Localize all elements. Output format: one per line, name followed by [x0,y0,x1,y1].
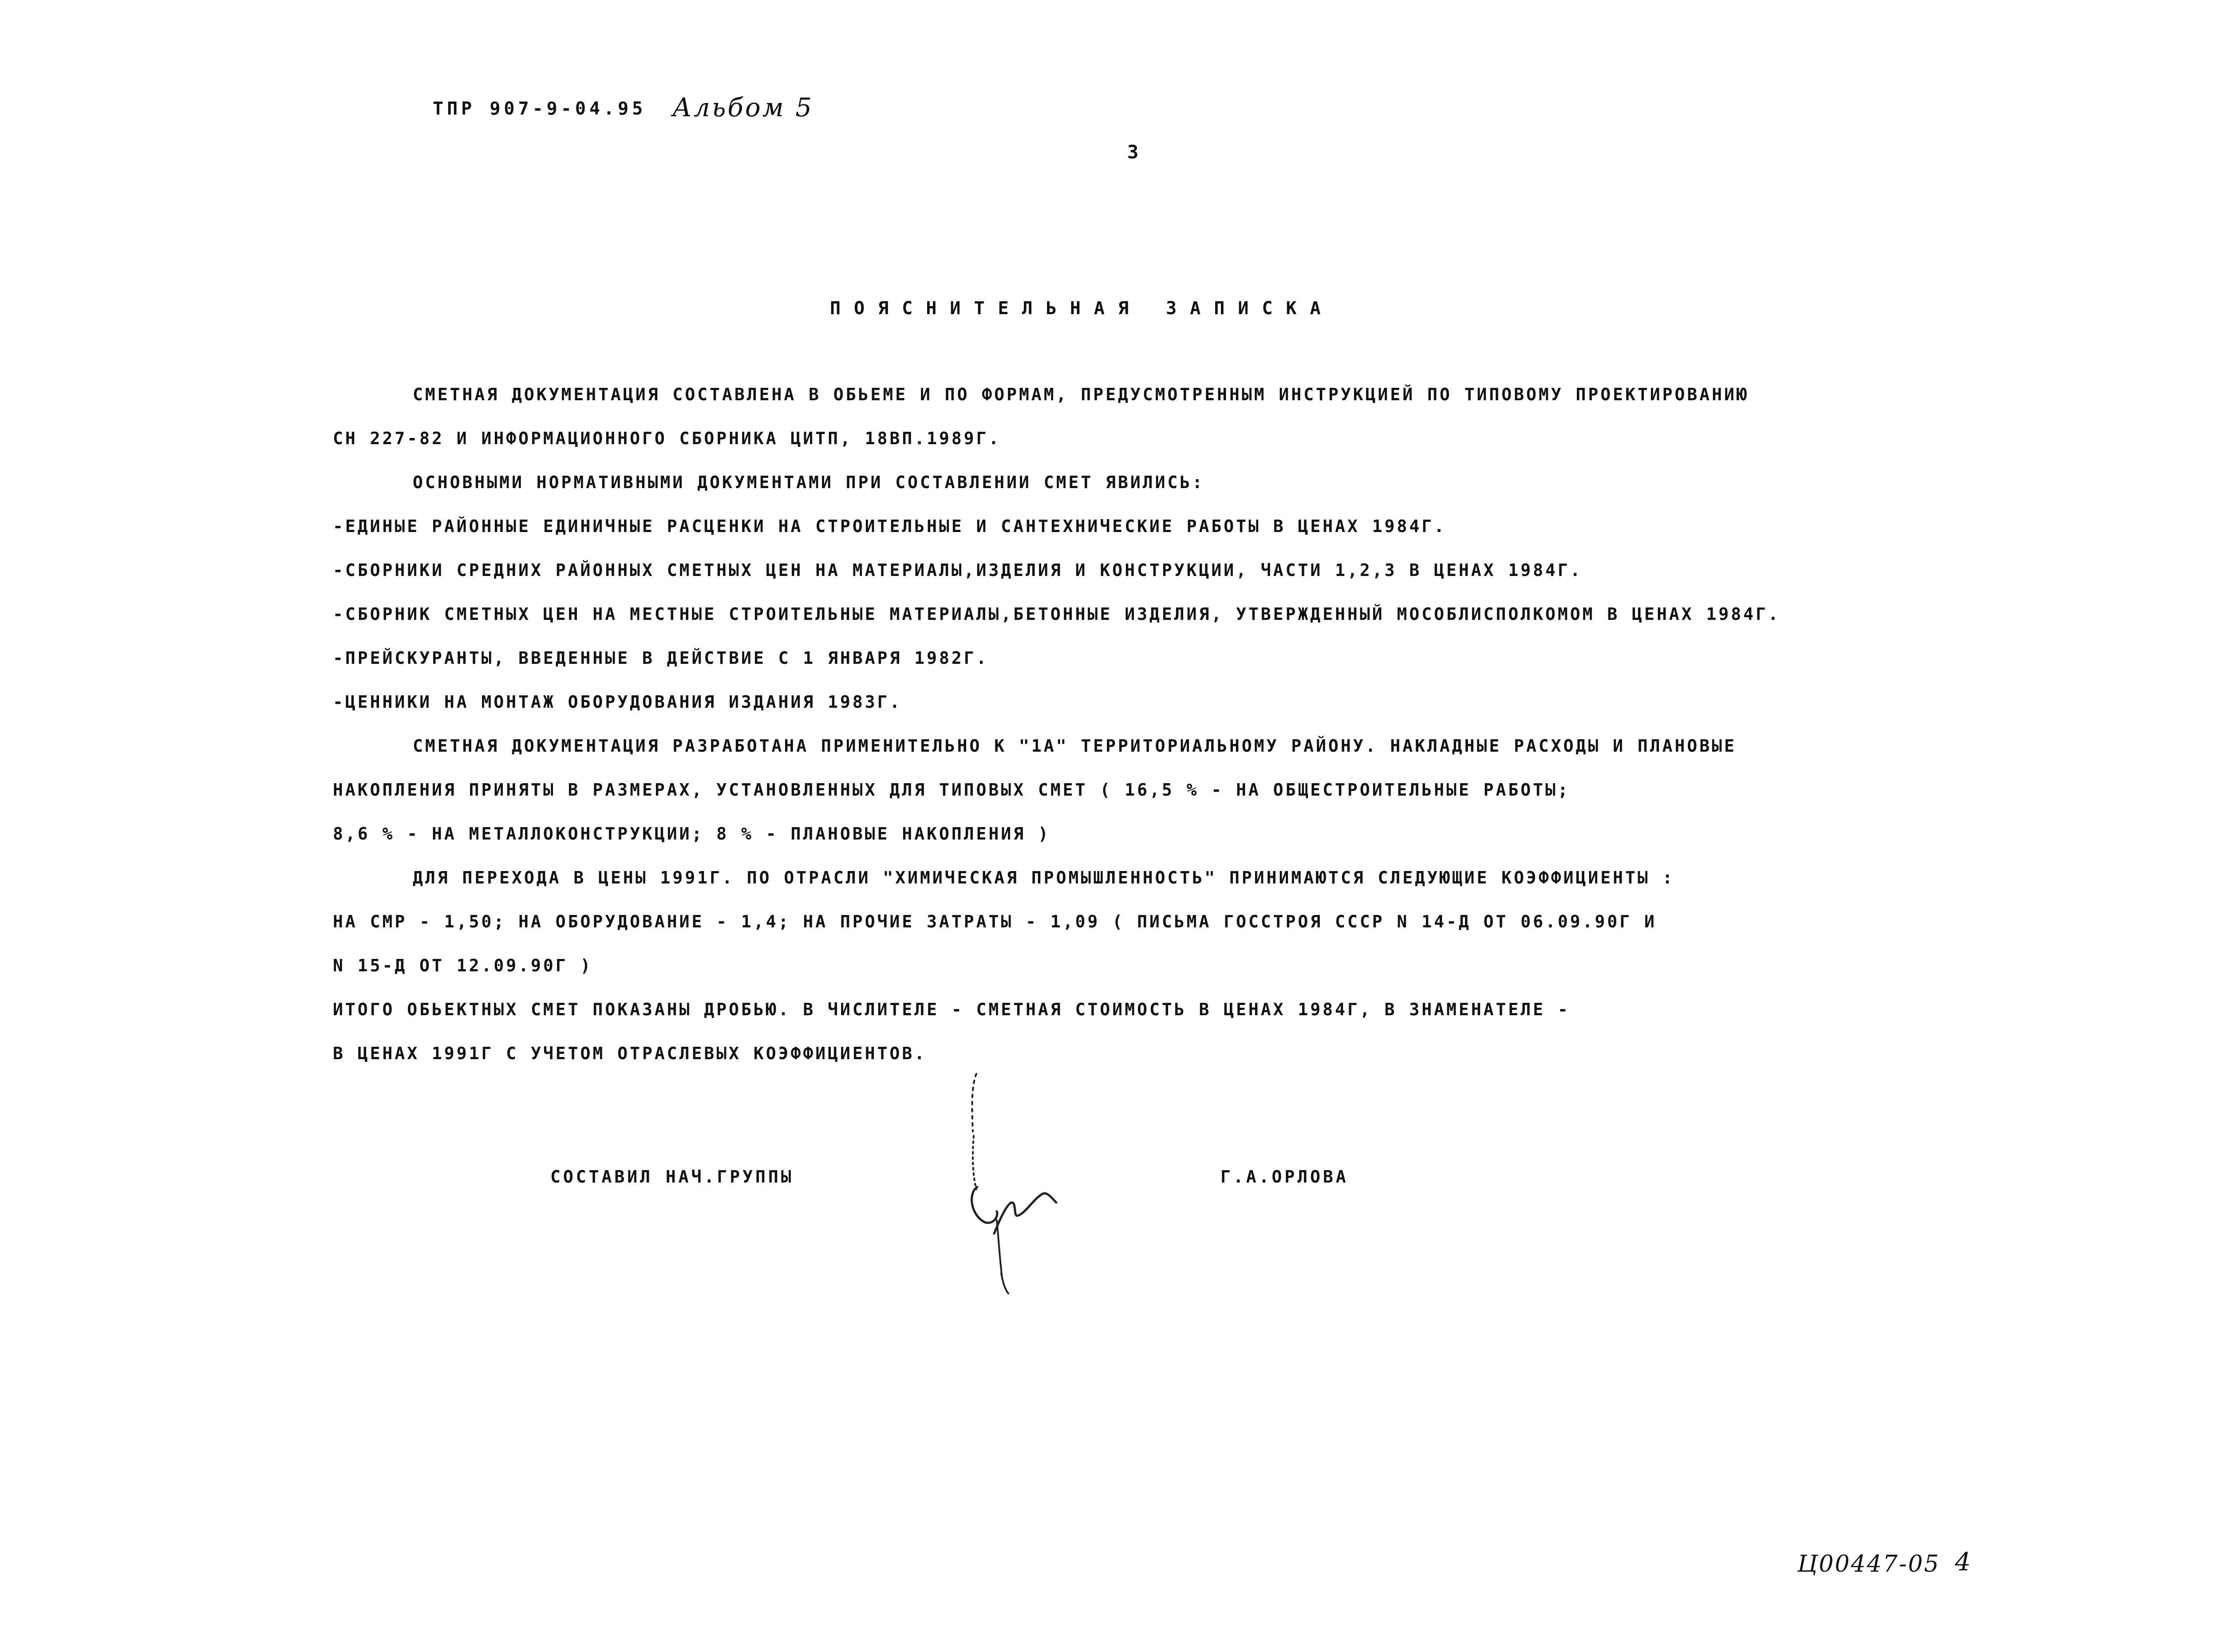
archive-sheet-number: 4 [1955,1548,1971,1577]
list-item: -ПРЕЙСКУРАНТЫ, ВВЕДЕННЫЕ В ДЕЙСТВИЕ С 1 ЯНВАРЯ 1982Г. [333,648,989,668]
paragraph-line: ИТОГО ОБЬЕКТНЫХ СМЕТ ПОКАЗАНЫ ДРОБЬЮ. В ЧИСЛИТЕЛЕ - СМЕТНАЯ СТОИМОСТЬ В ЦЕНАХ 1984Г, В ЗНАМЕНАТЕЛЕ - [333,1000,1570,1019]
paragraph-line: СМЕТНАЯ ДОКУМЕНТАЦИЯ РАЗРАБОТАНА ПРИМЕНИТЕЛЬНО К "1А" ТЕРРИТОРИАЛЬНОМУ РАЙОНУ. НАКЛАДНЫЕ РАСХОДЫ И ПЛАНОВЫЕ [413,736,1737,756]
document-title: ПОЯСНИТЕЛЬНАЯ ЗАПИСКА [830,298,1334,319]
paragraph-line: В ЦЕНАХ 1991Г С УЧЕТОМ ОТРАСЛЕВЫХ КОЭФФИЦИЕНТОВ. [333,1044,927,1063]
page-number: 3 [1127,141,1139,163]
paragraph-line: НА СМР - 1,50; НА ОБОРУДОВАНИЕ - 1,4; НА ПРОЧИЕ ЗАТРАТЫ - 1,09 ( ПИСЬМА ГОССТРОЯ СССР N 14-Д ОТ 06.09.90Г И [333,912,1657,931]
list-item: -СБОРНИКИ СРЕДНИХ РАЙОННЫХ СМЕТНЫХ ЦЕН НА МАТЕРИАЛЫ,ИЗДЕЛИЯ И КОНСТРУКЦИИ, ЧАСТИ 1,2,3 В ЦЕНАХ 1984Г. [333,560,1583,580]
document-code: ТПР 907-9-04.95 [433,99,647,119]
signer-name: Г.А.ОРЛОВА [1220,1167,1349,1187]
paragraph-line: НАКОПЛЕНИЯ ПРИНЯТЫ В РАЗМЕРАХ, УСТАНОВЛЕННЫХ ДЛЯ ТИПОВЫХ СМЕТ ( 16,5 % - НА ОБЩЕСТРОИТЕЛЬНЫЕ РАБОТЫ; [333,780,1570,800]
list-item: -ЦЕННИКИ НА МОНТАЖ ОБОРУДОВАНИЯ ИЗДАНИЯ 1983Г. [333,692,902,712]
album-note: Альбом 5 [672,92,814,122]
paragraph-line: N 15-Д ОТ 12.09.90Г ) [333,956,593,975]
explanatory-note-body [333,373,2197,1076]
paragraph-line: ДЛЯ ПЕРЕХОДА В ЦЕНЫ 1991Г. ПО ОТРАСЛИ "ХИМИЧЕСКАЯ ПРОМЫШЛЕННОСТЬ" ПРИНИМАЮТСЯ СЛЕДУЮЩИЕ КОЭФФИЦИЕНТЫ : [413,868,1675,887]
handwritten-signature [967,1069,1083,1300]
archive-code: Ц00447-05 [1797,1551,1940,1577]
signature-row [0,1167,2219,1194]
paragraph-line: ОСНОВНЫМИ НОРМАТИВНЫМИ ДОКУМЕНТАМИ ПРИ СОСТАВЛЕНИИ СМЕТ ЯВИЛИСЬ: [413,473,1205,492]
paragraph-line: СМЕТНАЯ ДОКУМЕНТАЦИЯ СОСТАВЛЕНА В ОБЬЕМЕ И ПО ФОРМАМ, ПРЕДУСМОТРЕННЫМ ИНСТРУКЦИЕЙ ПО ТИПОВОМУ ПРОЕКТИРОВАНИЮ [413,385,1749,404]
signature-label: СОСТАВИЛ НАЧ.ГРУППЫ [550,1167,794,1187]
paragraph-line: СН 227-82 И ИНФОРМАЦИОННОГО СБОРНИКА ЦИТП, 18ВП.1989Г. [333,429,1001,448]
paragraph-line: 8,6 % - НА МЕТАЛЛОКОНСТРУКЦИИ; 8 % - ПЛАНОВЫЕ НАКОПЛЕНИЯ ) [333,824,1050,844]
list-item: -ЕДИНЫЕ РАЙОННЫЕ ЕДИНИЧНЫЕ РАСЦЕНКИ НА СТРОИТЕЛЬНЫЕ И САНТЕХНИЧЕСКИЕ РАБОТЫ В ЦЕНАХ 1984Г. [333,516,1447,536]
list-item: -СБОРНИК СМЕТНЫХ ЦЕН НА МЕСТНЫЕ СТРОИТЕЛЬНЫЕ МАТЕРИАЛЫ,БЕТОННЫЕ ИЗДЕЛИЯ, УТВЕРЖДЕННЫЙ МОСОБЛИСПОЛКОМОМ В ЦЕНАХ 1984Г. [333,604,1781,624]
